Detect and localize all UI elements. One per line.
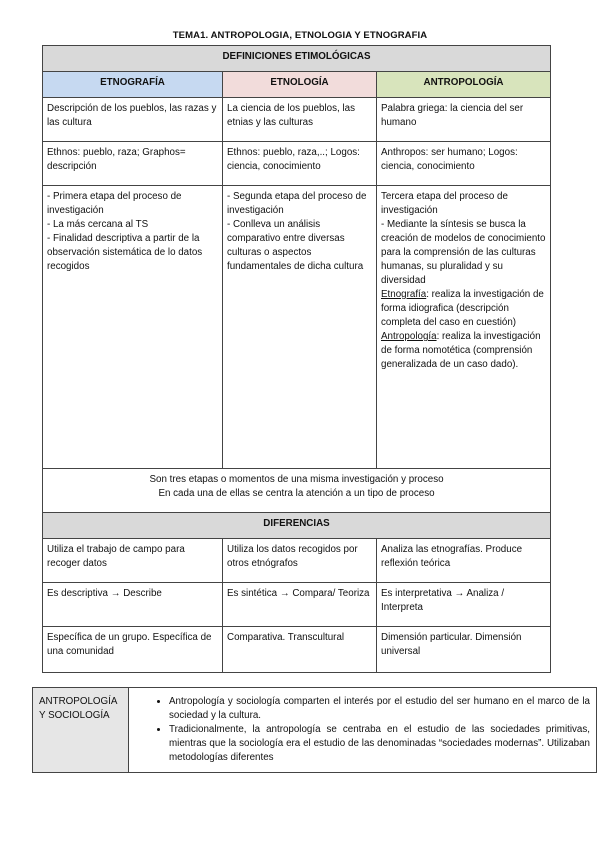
anthropology-sociology-label: ANTROPOLOGÍA Y SOCIOLOGÍA [33, 688, 129, 773]
etymology-etnografia: Ethnos: pueblo, raza; Graphos= descripción [43, 142, 223, 186]
difference-cell: Utiliza el trabajo de campo para recoger datos [43, 539, 223, 583]
column-header-antropologia: ANTROPOLOGÍA [377, 72, 551, 98]
etnografia-note-text: : realiza la investigación de forma idiografica (descripción completa del caso en cuestión) [381, 289, 544, 328]
difference-cell: Comparativa. Transcultural [223, 627, 377, 673]
difference-cell: Dimensión particular. Dimensión universal [377, 627, 551, 673]
stage-antropologia [377, 186, 551, 469]
stage-line: - La más cercana al TS [47, 219, 149, 230]
etnografia-note [381, 288, 546, 330]
summary-cell [43, 469, 551, 513]
definitions-header: DEFINICIONES ETIMOLÓGICAS [43, 46, 551, 72]
etymology-antropologia: Anthropos: ser humano; Logos: ciencia, conocimiento [377, 142, 551, 186]
difference-cell: Utiliza los datos recogidos por otros etnógrafos [223, 539, 377, 583]
etnografia-term: Etnografía [381, 289, 427, 300]
summary-line: Son tres etapas o momentos de una misma investigación y proceso [149, 474, 444, 485]
stage-line: - Mediante la síntesis se busca la creación de modelos de conocimiento para la comprensión de las culturas humanas, su pluralidad y su diversidad [381, 219, 546, 286]
etymology-etnologia: Ethnos: pueblo, raza,..; Logos: ciencia, conocimiento [223, 142, 377, 186]
antropologia-note [381, 330, 546, 372]
difference-cell: Es sintética → Compara/ Teoriza [223, 583, 377, 627]
stage-line: - Primera etapa del proceso de investigación [47, 191, 182, 216]
stage-line: Tercera etapa del proceso de investigación [381, 191, 508, 216]
antropologia-term: Antropología [381, 331, 437, 342]
definitions-table [42, 45, 551, 673]
differences-header: DIFERENCIAS [43, 513, 551, 539]
anthropology-sociology-table [32, 687, 597, 773]
list-item: • Antropología y sociología comparten el interés por el estudio del ser humano en el marco de la sociedad y la cultura. [169, 695, 590, 723]
difference-cell: Específica de un grupo. Específica de una comunidad [43, 627, 223, 673]
antropologia-note-text: : realiza la investigación de forma nomotética (comprensión generalizada de un caso dado). [381, 331, 541, 370]
stage-line: - Segunda etapa del proceso de investigación [227, 191, 367, 216]
stage-line: - Conlleva un análisis comparativo entre diversas culturas o aspectos fundamentales de dicha cultura [227, 219, 364, 272]
stage-etnografia [43, 186, 223, 469]
summary-line: En cada una de ellas se centra la atención a un tipo de proceso [158, 488, 435, 499]
stage-line: - Finalidad descriptiva a partir de la observación sistemática de lo datos recogidos [47, 233, 203, 272]
difference-cell: Analiza las etnografías. Produce reflexión teórica [377, 539, 551, 583]
stage-etnologia [223, 186, 377, 469]
column-header-etnologia: ETNOLOGÍA [223, 72, 377, 98]
definition-etnografia: Descripción de los pueblos, las razas y las cultura [43, 98, 223, 142]
definition-antropologia: Palabra griega: la ciencia del ser humano [377, 98, 551, 142]
difference-cell: Es interpretativa → Analiza / Interpreta [377, 583, 551, 627]
anthropology-sociology-content [129, 688, 597, 773]
bullet-list [135, 695, 590, 765]
column-header-etnografia: ETNOGRAFÍA [43, 72, 223, 98]
list-item: • Tradicionalmente, la antropología se centraba en el estudio de las sociedades primitivas, mientras que la sociología era el estudio de las denominadas “sociedades modernas”. Utilizaban metodologías diferentes [169, 723, 590, 765]
definition-etnologia: La ciencia de los pueblos, las etnias y las culturas [223, 98, 377, 142]
difference-cell: Es descriptiva → Describe [43, 583, 223, 627]
page-title: TEMA1. ANTROPOLOGIA, ETNOLOGIA Y ETNOGRAFIA [172, 30, 428, 41]
